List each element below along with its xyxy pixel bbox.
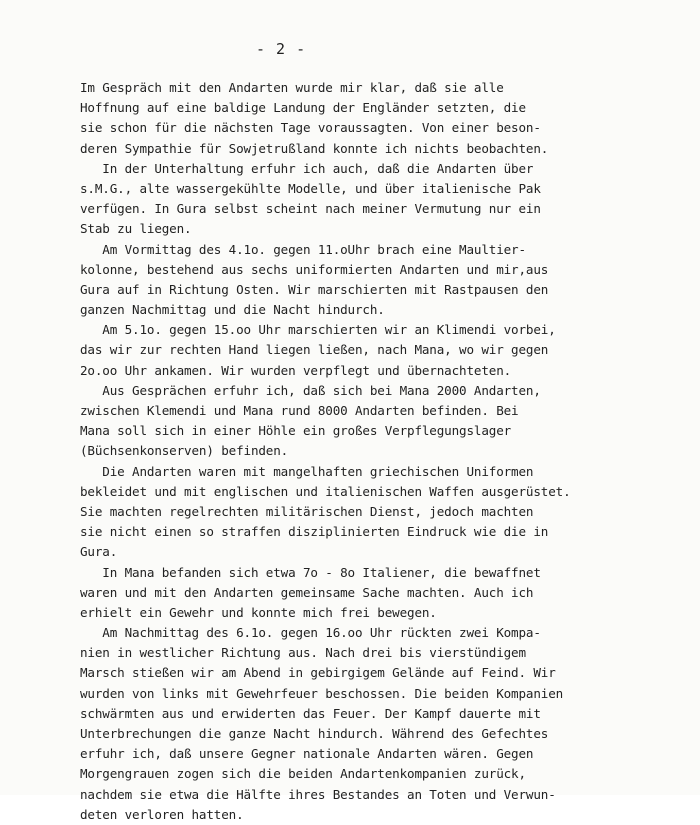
text-line: Stab zu liegen.	[80, 221, 192, 237]
text-line: erhielt ein Gewehr und konnte mich frei bewegen.	[80, 604, 437, 620]
text-line: Gura auf in Richtung Osten. Wir marschierten mit Rastpausen den	[80, 281, 549, 297]
text-line: In der Unterhaltung erfuhr ich auch, daß die Andarten über	[80, 160, 534, 176]
text-line: das wir zur rechten Hand liegen ließen, nach Mana, wo wir gegen	[80, 342, 549, 358]
text-line: Am Nachmittag des 6.1o. gegen 16.oo Uhr rückten zwei Kompa-	[80, 625, 541, 641]
text-line: Sie machten regelrechten militärischen Dienst, jedoch machten	[80, 503, 534, 519]
text-line: deren Sympathie für Sowjetrußland konnte ich nichts beobachten.	[80, 140, 549, 156]
text-line: kolonne, bestehend aus sechs uniformierten Andarten und mir,aus	[80, 261, 549, 277]
text-line: In Mana befanden sich etwa 7o - 8o Italiener, die bewaffnet	[80, 564, 541, 580]
text-line: sie schon für die nächsten Tage voraussagten. Von einer beson-	[80, 120, 541, 136]
text-line: schwärmten aus und erwiderten das Feuer. Der Kampf dauerte mit	[80, 705, 541, 721]
text-line: nachdem sie etwa die Hälfte ihres Bestandes an Toten und Verwun-	[80, 786, 556, 802]
text-line: Am 5.1o. gegen 15.oo Uhr marschierten wir an Klimendi vorbei,	[80, 322, 556, 338]
text-line: waren und mit den Andarten gemeinsame Sache machten. Auch ich	[80, 584, 534, 600]
text-line: Am Vormittag des 4.1o. gegen 11.oUhr brach eine Maultier-	[80, 241, 526, 257]
text-line: 2o.oo Uhr ankamen. Wir wurden verpflegt und übernachteten.	[80, 362, 512, 378]
text-line: ganzen Nachmittag und die Nacht hindurch.	[80, 302, 385, 318]
text-line: Mana soll sich in einer Höhle ein großes Verpflegungslager	[80, 423, 512, 439]
text-line: Im Gespräch mit den Andarten wurde mir klar, daß sie alle	[80, 80, 504, 95]
text-line: sie nicht einen so straffen disziplinierten Eindruck wie die in	[80, 524, 549, 540]
text-line: deten verloren hatten.	[80, 806, 244, 822]
text-line: erfuhr ich, daß unsere Gegner nationale Andarten wären. Gegen	[80, 746, 534, 762]
text-line: Hoffnung auf eine baldige Landung der Engländer setzten, die	[80, 100, 526, 116]
text-line: s.M.G., alte wassergekühlte Modelle, und über italienische Pak	[80, 180, 541, 196]
text-line: Aus Gesprächen erfuhr ich, daß sich bei Mana 2000 Andarten,	[80, 382, 541, 398]
text-line: (Büchsenkonserven) befinden.	[80, 443, 289, 459]
text-line: wurden von links mit Gewehrfeuer beschossen. Die beiden Kompanien	[80, 685, 564, 701]
text-line: bekleidet und mit englischen und italienischen Waffen ausgerüstet.	[80, 483, 571, 499]
text-line: Unterbrechungen die ganze Nacht hindurch. Während des Gefechtes	[80, 726, 549, 741]
text-line: nien in westlicher Richtung aus. Nach drei bis vierstündigem	[80, 645, 526, 661]
text-line: Morgengrauen zogen sich die beiden Andartenkompanien zurück,	[80, 766, 526, 782]
text-line: Gura.	[80, 544, 118, 560]
page-number: - 2 -	[256, 40, 307, 58]
text-line: verfügen. In Gura selbst scheint nach meiner Vermutung nur ein	[80, 201, 541, 217]
body-text	[80, 78, 680, 825]
text-line: zwischen Klemendi und Mana rund 8000 Andarten befinden. Bei	[80, 403, 519, 418]
text-line: Marsch stießen wir am Abend in gebirgigem Gelände auf Feind. Wir	[80, 665, 556, 681]
text-line: Die Andarten waren mit mangelhaften griechischen Uniformen	[80, 463, 534, 479]
